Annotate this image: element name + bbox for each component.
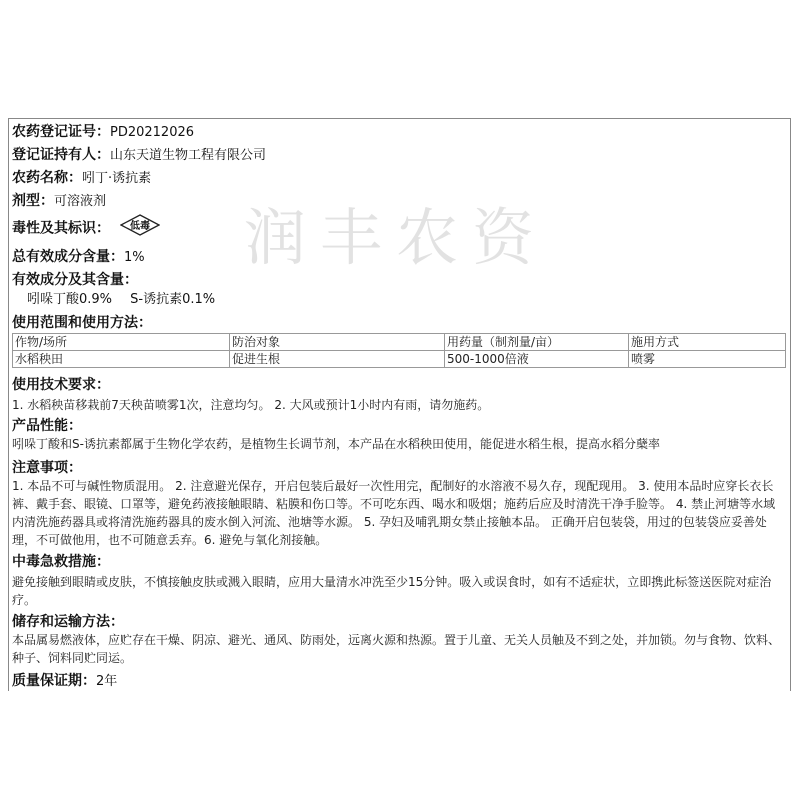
holder-label: 登记证持有人： (12, 147, 110, 163)
holder-value: 山东天道生物工程有限公司 (110, 148, 267, 163)
holder-row (12, 146, 266, 165)
ingredient-item-1: 吲哚丁酸0.9% (27, 292, 113, 307)
precautions-text: 1. 本品不可与碱性物质混用。 2. 注意避光保存，开启包装后最好一次性用完，配制好的水溶液不易久存，现配现用。 3. 使用本品时应穿长衣长裤、戴手套、眼镜、口罩等，避免药液接触眼睛、粘膜和伤口等。不可吃东西、喝水和吸烟；施药后应及时清洗干净手脸等。 4. 禁止河塘等水域内清洗施药器具或将清洗施药器具的废水倒入河流、池塘等水源。 5. 孕妇及哺乳期女禁止接触本品。 正确开启包装袋，用过的包装袋应妥善处理，不可做他用，也不可随意丢弃。6. 避免与氧化剂接触。 (12, 479, 776, 547)
technical-requirements-heading: 使用技术要求： (12, 377, 110, 393)
toxicity-label: 毒性及其标识： (12, 220, 110, 237)
pesticide-name-value: 吲丁·诱抗素 (82, 171, 152, 186)
toxicity-badge-text: 低毒 (130, 221, 151, 232)
product-performance-heading: 产品性能： (12, 418, 82, 434)
table-cell: 喷雾 (629, 351, 786, 368)
table-header-cell: 作物/场所 (13, 334, 230, 351)
first-aid-heading: 中毒急救措施： (12, 554, 110, 570)
storage-text: 本品属易燃液体，应贮存在干燥、阴凉、避光、通风、防雨处，远离火源和热源。置于儿童、无关人员触及不到之处，并加锁。勿与食物、饮料、种子、饲料同贮同运。 (12, 633, 781, 665)
product-performance-text: 吲哚丁酸和S-诱抗素都属于生物化学农药，是植物生长调节剂，本产品在水稻秧田使用，能促进水稻生根，提高水稻分蘖率 (12, 437, 660, 451)
warranty-value: 2年 (96, 674, 118, 689)
usage-table-header-row (13, 334, 786, 351)
usage-table (12, 333, 786, 368)
precautions-heading: 注意事项： (12, 460, 82, 476)
low-toxicity-badge-icon (120, 214, 160, 242)
total-content-value: 1% (124, 250, 145, 265)
warranty-label: 质量保证期： (12, 673, 96, 689)
table-header-cell: 施用方式 (629, 334, 786, 351)
table-cell: 促进生根 (230, 351, 445, 368)
table-header-cell: 用药量（制剂量/亩） (445, 334, 629, 351)
warranty-row (12, 672, 117, 691)
watermark-text: 润丰农资 (244, 201, 549, 274)
pesticide-name-row (12, 169, 151, 188)
first-aid-text: 避免接触到眼睛或皮肤，不慎接触皮肤或溅入眼睛，应用大量清水冲洗至少15分钟。吸入或误食时，如有不适症状，立即携此标签送医院对症治疗。 (12, 575, 772, 607)
table-header-cell: 防治对象 (230, 334, 445, 351)
formulation-label: 剂型： (12, 193, 54, 209)
registration-no-row (12, 123, 194, 142)
table-row (13, 351, 786, 368)
formulation-value: 可溶液剂 (54, 194, 107, 209)
total-content-row (12, 248, 145, 267)
ingredient-item-2: S-诱抗素0.1% (130, 292, 216, 307)
usage-scope-heading: 使用范围和使用方法： (12, 315, 152, 331)
registration-no-label: 农药登记证号： (12, 124, 110, 140)
registration-no-value: PD20212026 (110, 125, 195, 140)
technical-requirements-text: 1. 水稻秧苗移栽前7天秧苗喷雾1次，注意均匀。 2. 大风或预计1小时内有雨，请勿施药。 (12, 398, 490, 412)
table-cell: 500-1000倍液 (445, 351, 629, 368)
ingredients-heading: 有效成分及其含量： (12, 272, 138, 288)
formulation-row (12, 192, 106, 211)
pesticide-label-document (8, 118, 791, 691)
ingredients-values (27, 291, 215, 309)
toxicity-row (12, 215, 160, 243)
total-content-label: 总有效成分含量： (12, 249, 124, 265)
pesticide-name-label: 农药名称： (12, 170, 82, 186)
table-cell: 水稻秧田 (13, 351, 230, 368)
storage-heading: 储存和运输方法： (12, 614, 124, 630)
